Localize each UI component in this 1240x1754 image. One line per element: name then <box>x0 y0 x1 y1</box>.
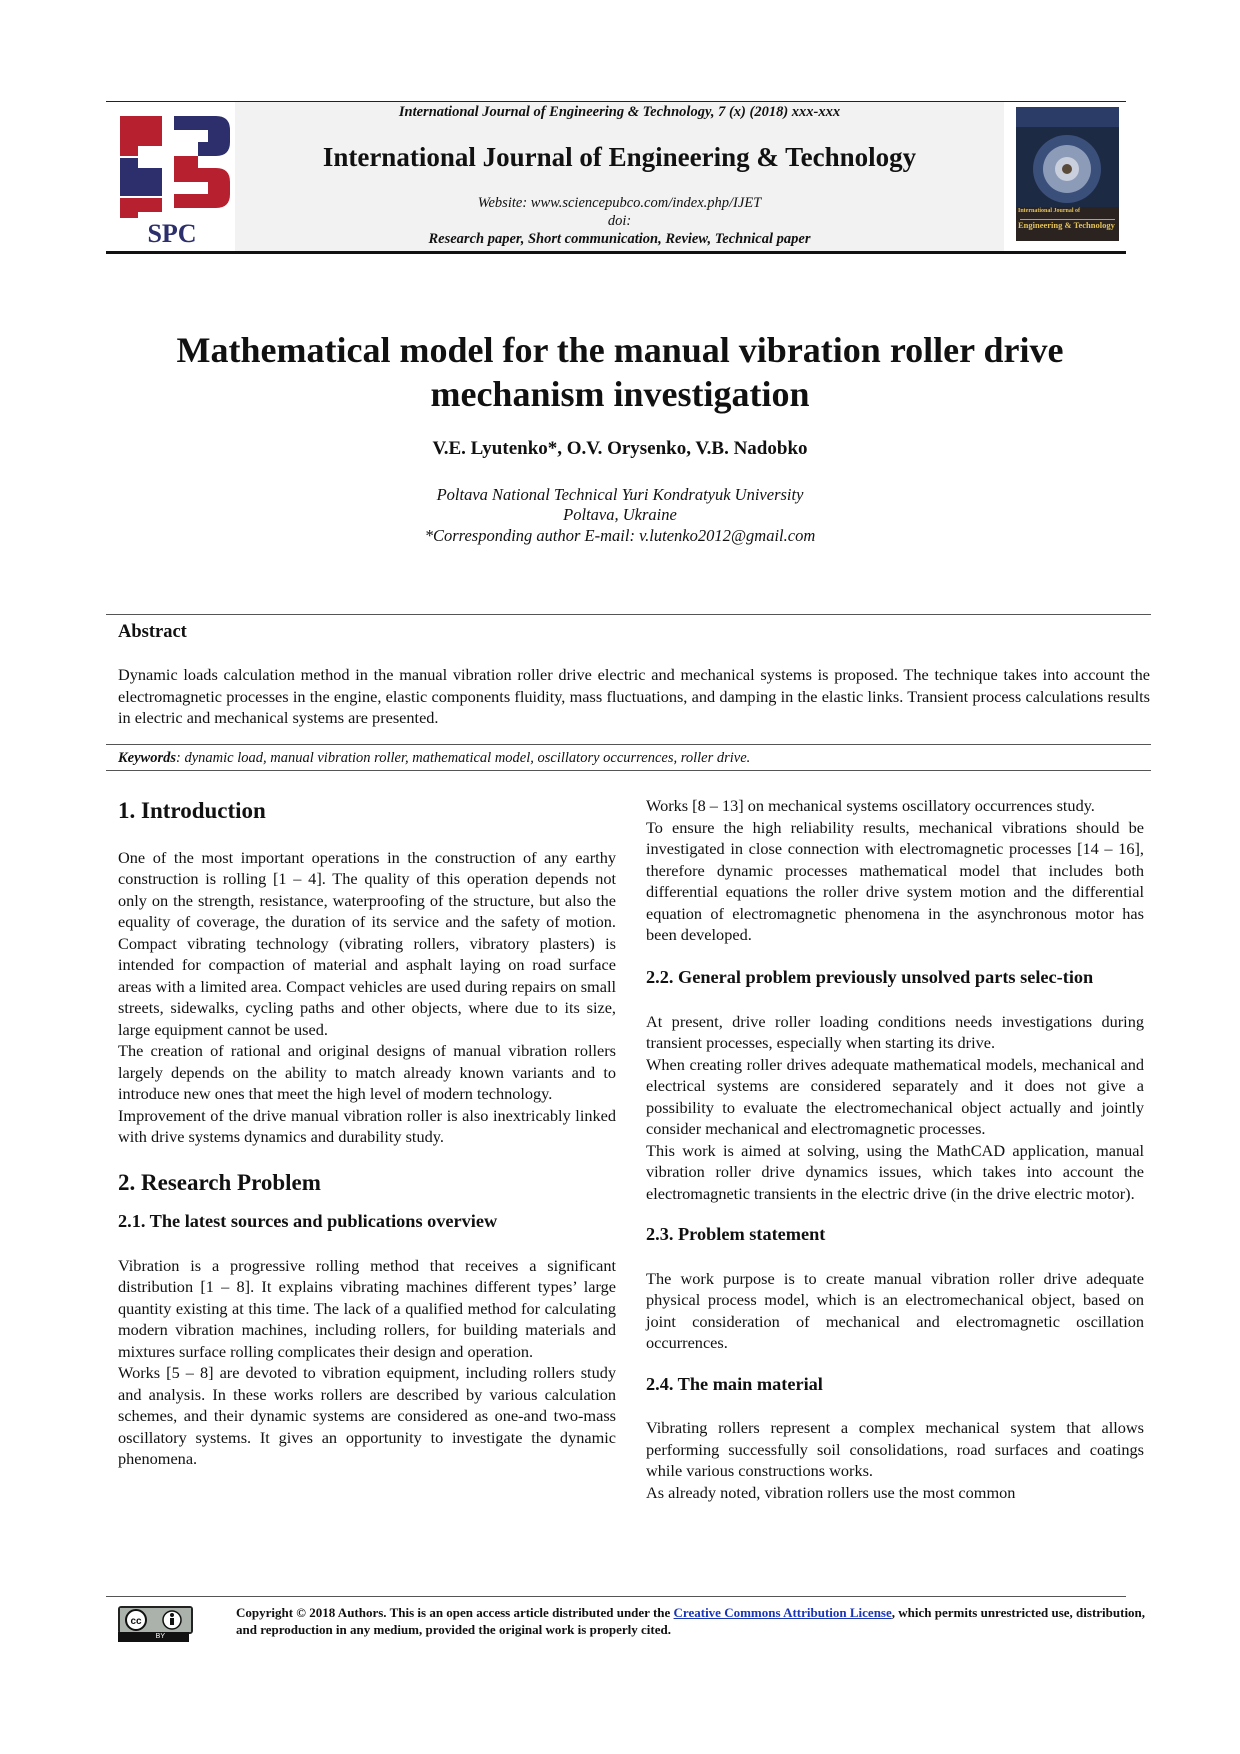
copyright-notice <box>236 1604 1151 1638</box>
authors: V.E. Lyutenko*, O.V. Orysenko, V.B. Nadobko <box>432 438 808 459</box>
section-2-4-paragraph-1: Vibrating rollers represent a complex mechanical system that allows performing successfully soil consolidations, road surfaces and coatings while various constructions works. <box>646 1418 1144 1480</box>
keywords <box>118 750 1150 767</box>
left-column <box>118 800 616 1470</box>
journal-doi: doi: <box>607 213 632 229</box>
header-top-rule <box>106 101 1126 102</box>
paper-title <box>120 328 1120 416</box>
section-2-1-heading: 2.1. The latest sources and publications overview <box>118 1211 498 1231</box>
right-column <box>646 795 1144 1503</box>
journal-paper-types: Research paper, Short communication, Review, Technical paper <box>428 231 811 247</box>
footer-rule <box>106 1596 1126 1597</box>
affiliation-university: Poltava National Technical Yuri Kondratyuk University <box>436 485 804 504</box>
journal-title: International Journal of Engineering & Technology <box>322 142 917 172</box>
keywords-text: : dynamic load, manual vibration roller, mathematical model, oscillatory occurrences, roller drive. <box>176 750 751 766</box>
section-2-3-paragraph-1: The work purpose is to create manual vibration roller drive adequate physical process model, which is an electromechanical object, based on joint consideration of mechanical and electromagnetic oscillation occurrences. <box>646 1268 1144 1352</box>
by-label: BY <box>118 1632 189 1642</box>
section-2-2-paragraph-3: This work is aimed at solving, using the MathCAD application, manual vibration roller drive dynamics issues, which takes into account the electromagnetic transients in the electric drive (in the drive electric motor). <box>646 1140 1144 1203</box>
cc-by-license-badge[interactable] <box>118 1606 193 1634</box>
journal-citation: International Journal of Engineering & Technology, 7 (x) (2018) xxx-xxx <box>398 104 841 120</box>
section-2-1-paragraph-2: Works [5 – 8] are devoted to vibration equipment, including rollers study and analysis. In these works rollers are described by various calculation schemes, and their dynamic systems are considered as one-and two-mass oscillatory systems. It gives an opportunity to investigate the dynamic phenomena. <box>118 1363 616 1468</box>
section-2-1-paragraph-1: Vibration is a progressive rolling method that receives a significant distribution [1 – 8]. It explains vibrating machines different types’ large quantity existing at this time. The lack of a qualified method for calculating modern vibration machines, including rollers, for building materials and mixtures surface rolling complicates their design and operation. <box>118 1255 616 1361</box>
abstract-heading: Abstract <box>118 622 187 642</box>
section-2-2-paragraph-2: When creating roller drives adequate mathematical models, mechanical and electrical systems are considered separately and it does not give a possibility to evaluate the electromechanical object actually and jointly consider mechanical and electromagnetic processes. <box>646 1054 1144 1138</box>
keywords-bottom-rule <box>106 770 1151 771</box>
section-2-3-heading: 2.3. Problem statement <box>646 1224 826 1244</box>
license-link[interactable]: Creative Commons Attribution License <box>673 1605 892 1620</box>
cover-caption-2: Engineering & Technology <box>1018 220 1115 230</box>
cover-caption-1: International Journal of <box>1018 208 1081 214</box>
right-paragraph-2: To ensure the high reliability results, mechanical vibrations should be investigated in close connection with electromagnetic processes [14 – 16], therefore dynamic processes mathematical model that includes both differential equations the roller drive system motion and the differential equation of electromagnetic phenomena in the asynchronous motor has been developed. <box>646 817 1144 944</box>
copyright-text-post: , which permits unrestricted use, distribution, and reproduction in any medium, provided the original work is properly cited. <box>236 1605 1146 1637</box>
intro-paragraph-1: One of the most important operations in the construction of any earthy construction is rolling [1 – 4]. The quality of this operation depends not only on the strength, resistance, waterproofing of the structure, but also the equality of coverage, the duration of its service and the safety of motion. Compact vibrating technology (vibrating rollers, vibratory plasters) is intended for compaction of material and asphalt laying on road surface areas with a limited area. Compact vehicles are used during repairs on small streets, sidewalks, cycling paths and other objects, where due to its size, large equipment cannot be used. <box>118 847 616 1039</box>
spc-logo <box>112 106 232 246</box>
corresponding-author: *Corresponding author E-mail: v.lutenko2012@gmail.com <box>424 526 816 545</box>
research-problem-heading: 2. Research Problem <box>118 1169 321 1195</box>
abstract-text: Dynamic loads calculation method in the manual vibration roller drive electric and mechanical systems is proposed. The technique takes into account the electromagnetic processes in the engine, elastic components fluidity, mass fluctuations, and damping in the elastic links. Transient process calculations results in electric and mechanical systems are presented. <box>118 665 1150 727</box>
header-bottom-rule <box>106 251 1126 254</box>
journal-website: Website: www.sciencepubco.com/index.php/IJET <box>477 195 762 211</box>
paper-title-line-2: mechanism investigation <box>430 374 810 414</box>
introduction-heading: 1. Introduction <box>118 798 266 823</box>
logo-text: SPC <box>147 219 197 246</box>
section-2-2-heading: 2.2. General problem previously unsolved parts selec-tion <box>646 966 1094 987</box>
paper-title-line-1: Mathematical model for the manual vibration roller drive <box>176 330 1064 370</box>
intro-paragraph-2: The creation of rational and original designs of manual vibration rollers largely depends on the ability to match already known variants and to introduce new ones that meet the high level of modern technology. <box>118 1041 616 1103</box>
cc-badge-text: cc <box>130 1616 142 1627</box>
abstract-top-rule <box>106 614 1151 615</box>
keywords-label: Keywords <box>118 750 176 766</box>
copyright-text-pre: Copyright © 2018 Authors. This is an open access article distributed under the <box>236 1605 674 1620</box>
section-2-4-heading: 2.4. The main material <box>646 1373 823 1394</box>
section-2-2-paragraph-1: At present, drive roller loading conditions needs investigations during transient processes, especially when starting its drive. <box>646 1011 1144 1052</box>
right-paragraph-1: Works [8 – 13] on mechanical systems oscillatory occurrences study. <box>646 796 1095 815</box>
intro-paragraph-3: Improvement of the drive manual vibration roller is also inextricably linked with drive systems dynamics and durability study. <box>118 1105 616 1146</box>
affiliation-city: Poltava, Ukraine <box>563 505 677 524</box>
journal-cover-image <box>1016 107 1119 241</box>
section-2-4-paragraph-2: As already noted, vibration rollers use the most common <box>646 1482 1016 1502</box>
keywords-top-rule <box>106 744 1151 745</box>
